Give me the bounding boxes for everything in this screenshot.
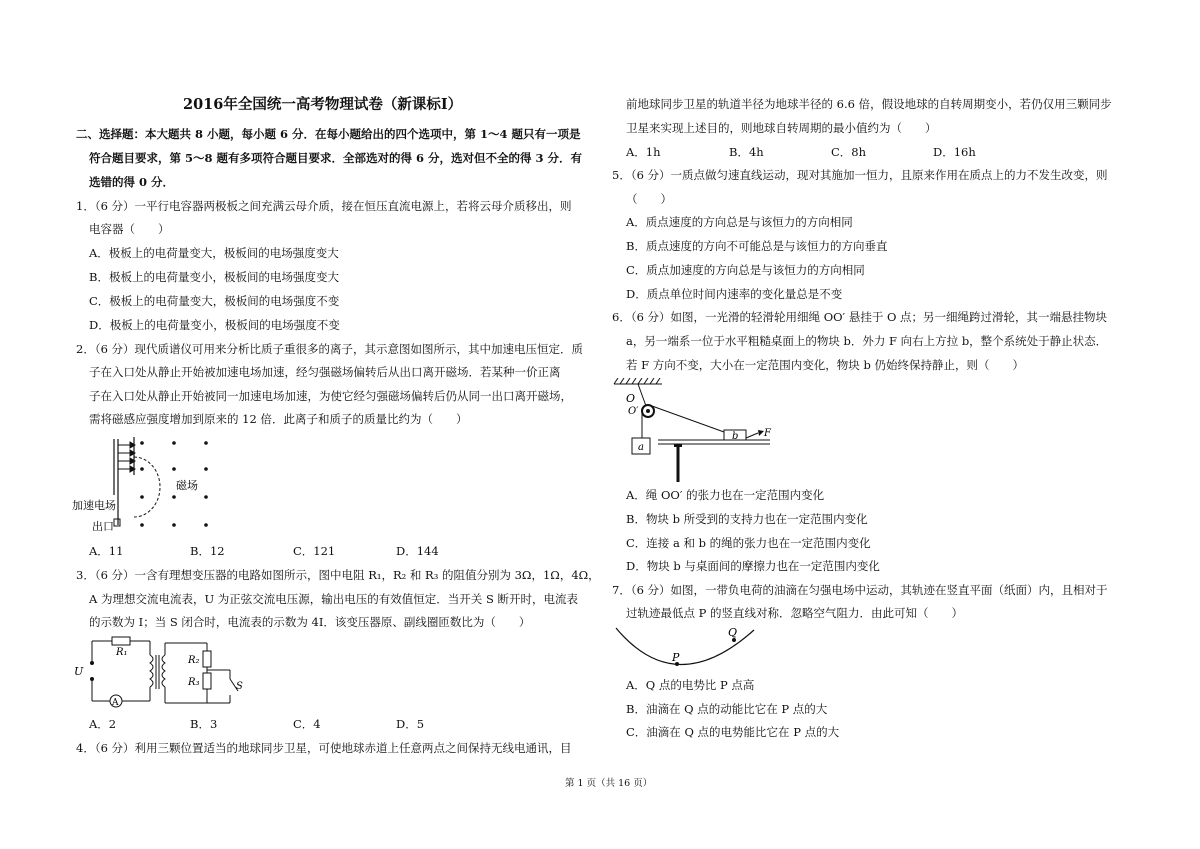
q3-option-b: B．3 [190,717,218,731]
page-footer: 第 1 页（共 16 页） [565,778,653,789]
q3-stem-line1: 3．（6 分）一含有理想变压器的电路如图所示，图中电阻 R₁，R₂ 和 R₃ 的阻值分别为 3Ω，1Ω，4Ω， [76,568,600,582]
q3-fig-s-label: S [236,681,243,692]
q3-stem-line2: A 为理想交流电流表，U 为正弦交流电压源，输出电压的有效值恒定．当开关 S 断开时，电流表 [89,592,578,606]
q7-option-c: C．油滴在 Q 点的电势能比它在 P 点的大 [626,725,840,739]
q2-fig-exit-label: 出口 [92,520,114,533]
q6-fig-f-label: F [764,428,771,439]
q3-fig-r1-label: R₁ [116,647,128,658]
q2-fig-field-label: 磁场 [176,479,198,492]
q6-pulley-figure [612,378,792,483]
q4-option-a: A．1h [626,145,661,159]
q1-option-d: D．极板上的电荷量变小，极板间的电场强度不变 [89,318,340,332]
q7-fig-q-label: Q [728,626,738,639]
q1-option-c: C．极板上的电荷量变大，极板间的电场强度不变 [89,294,340,308]
q6-fig-o-label: O [626,392,636,405]
q2-option-a: A．11 [89,544,124,558]
q6-stem-line3: 若 F 方向不变，大小在一定范围内变化，物块 b 仍始终保持静止，则（ ） [626,358,1024,372]
q2-option-b: B．12 [190,544,225,558]
q5-option-d: D．质点单位时间内速率的变化量总是不变 [626,287,843,301]
q5-stem-line1: 5．（6 分）一质点做匀速直线运动，现对其施加一恒力，且原来作用在质点上的力不发生改变，则 [612,168,1108,182]
q3-fig-a-label: A [112,698,119,708]
page-title: 2016年全国统一高考物理试卷（新课标Ⅰ） [183,96,463,113]
q6-stem-line2: a，另一端系一位于水平粗糙桌面上的物块 b．外力 F 向右上方拉 b，整个系统处于静止状态． [626,334,1108,348]
q3-fig-r3-label: R₃ [188,677,200,688]
q3-option-d: D．5 [396,717,425,731]
q4-option-b: B．4h [729,145,764,159]
q4-option-d: D．16h [933,145,976,159]
q2-stem-line1: 2．（6 分）现代质谱仪可用来分析比质子重很多的离子，其示意图如图所示，其中加速电压恒定．质 [76,342,584,356]
q1-option-b: B．极板上的电荷量变小，极板间的电场强度变大 [89,270,339,284]
q7-stem-line1: 7．（6 分）如图，一带负电荷的油滴在匀强电场中运动，其轨迹在竖直平面（纸面）内，且相对于 [612,583,1108,597]
q7-trajectory-figure [612,624,762,674]
q5-option-a: A．质点速度的方向总是与该恒力的方向相同 [626,215,853,229]
q7-stem-line2: 过轨迹最低点 P 的竖直线对称．忽略空气阻力．由此可知（ ） [626,606,964,620]
q4-stem-line3: 卫星来实现上述目的，则地球自转周期的最小值约为（ ） [626,121,937,135]
q3-stem-line3: 的示数为 I；当 S 闭合时，电流表的示数为 4I．该变压器原、副线圈匝数比为（ ） [89,615,531,629]
q6-option-c: C．连接 a 和 b 的绳的张力也在一定范围内变化 [626,536,871,550]
q7-fig-p-label: P [672,651,680,664]
q4-stem-line2: 前地球同步卫星的轨道半径为地球半径的 6.6 倍，假设地球的自转周期变小，若仍仅用三颗同步 [626,97,1112,111]
q3-option-a: A．2 [89,717,117,731]
q5-stem-line2: （ ） [626,192,672,206]
q2-stem-line4: 需将磁感应强度增加到原来的 12 倍．此离子和质子的质量比约为（ ） [89,412,468,426]
q6-fig-a-label: a [638,442,644,453]
q6-option-a: A．绳 OO′ 的张力也在一定范围内变化 [626,488,825,502]
q3-fig-u-label: U [74,665,84,678]
q3-transformer-circuit-figure [72,633,252,713]
q1-stem-line1: 1．（6 分）一平行电容器两极板之间充满云母介质，接在恒压直流电源上，若将云母介质移出，则 [76,199,572,213]
q2-mass-spectrometer-figure [68,433,228,538]
q7-option-b: B．油滴在 Q 点的动能比它在 P 点的大 [626,702,828,716]
q7-option-a: A．Q 点的电势比 P 点高 [626,678,755,692]
q1-option-a: A．极板上的电荷量变大，极板间的电场强度变大 [89,246,339,260]
q2-option-c: C．121 [293,544,336,558]
q5-option-c: C．质点加速度的方向总是与该恒力的方向相同 [626,263,865,277]
q6-option-d: D．物块 b 与桌面间的摩擦力也在一定范围内变化 [626,559,880,573]
q6-fig-o2-label: O′ [628,406,639,417]
q1-stem-line2: 电容器（ ） [89,222,170,236]
section-instruction-line2: 符合题目要求，第 5～8 题有多项符合题目要求．全部选对的得 6 分，选对但不全的得 3 分．有 [89,151,583,165]
q6-fig-b-label: b [732,431,739,442]
q2-fig-accel-label: 加速电场 [72,499,116,512]
q5-option-b: B．质点速度的方向不可能总是与该恒力的方向垂直 [626,239,888,253]
section-instruction-line3: 选错的得 0 分． [89,175,175,189]
section-instruction-line1: 二、选择题：本大题共 8 小题，每小题 6 分．在每小题给出的四个选项中，第 1～4 题只有一项是 [76,127,581,141]
q2-stem-line2: 子在入口处从静止开始被加速电场加速，经匀强磁场偏转后从出口离开磁场．若某种一价正离 [89,365,561,379]
q6-option-b: B．物块 b 所受到的支持力也在一定范围内变化 [626,512,868,526]
q4-option-c: C．8h [831,145,867,159]
q3-option-c: C．4 [293,717,321,731]
q6-stem-line1: 6．（6 分）如图，一光滑的轻滑轮用细绳 OO′ 悬挂于 O 点；另一细绳跨过滑轮，其一端悬挂物块 [612,310,1108,324]
q4-stem-line1: 4．（6 分）利用三颗位置适当的地球同步卫星，可使地球赤道上任意两点之间保持无线电通讯，目 [76,741,572,755]
q3-fig-r2-label: R₂ [188,655,200,666]
q2-stem-line3: 子在入口处从静止开始被同一加速电场加速，为使它经匀强磁场偏转后仍从同一出口离开磁场， [89,389,572,403]
q2-option-d: D．144 [396,544,439,558]
